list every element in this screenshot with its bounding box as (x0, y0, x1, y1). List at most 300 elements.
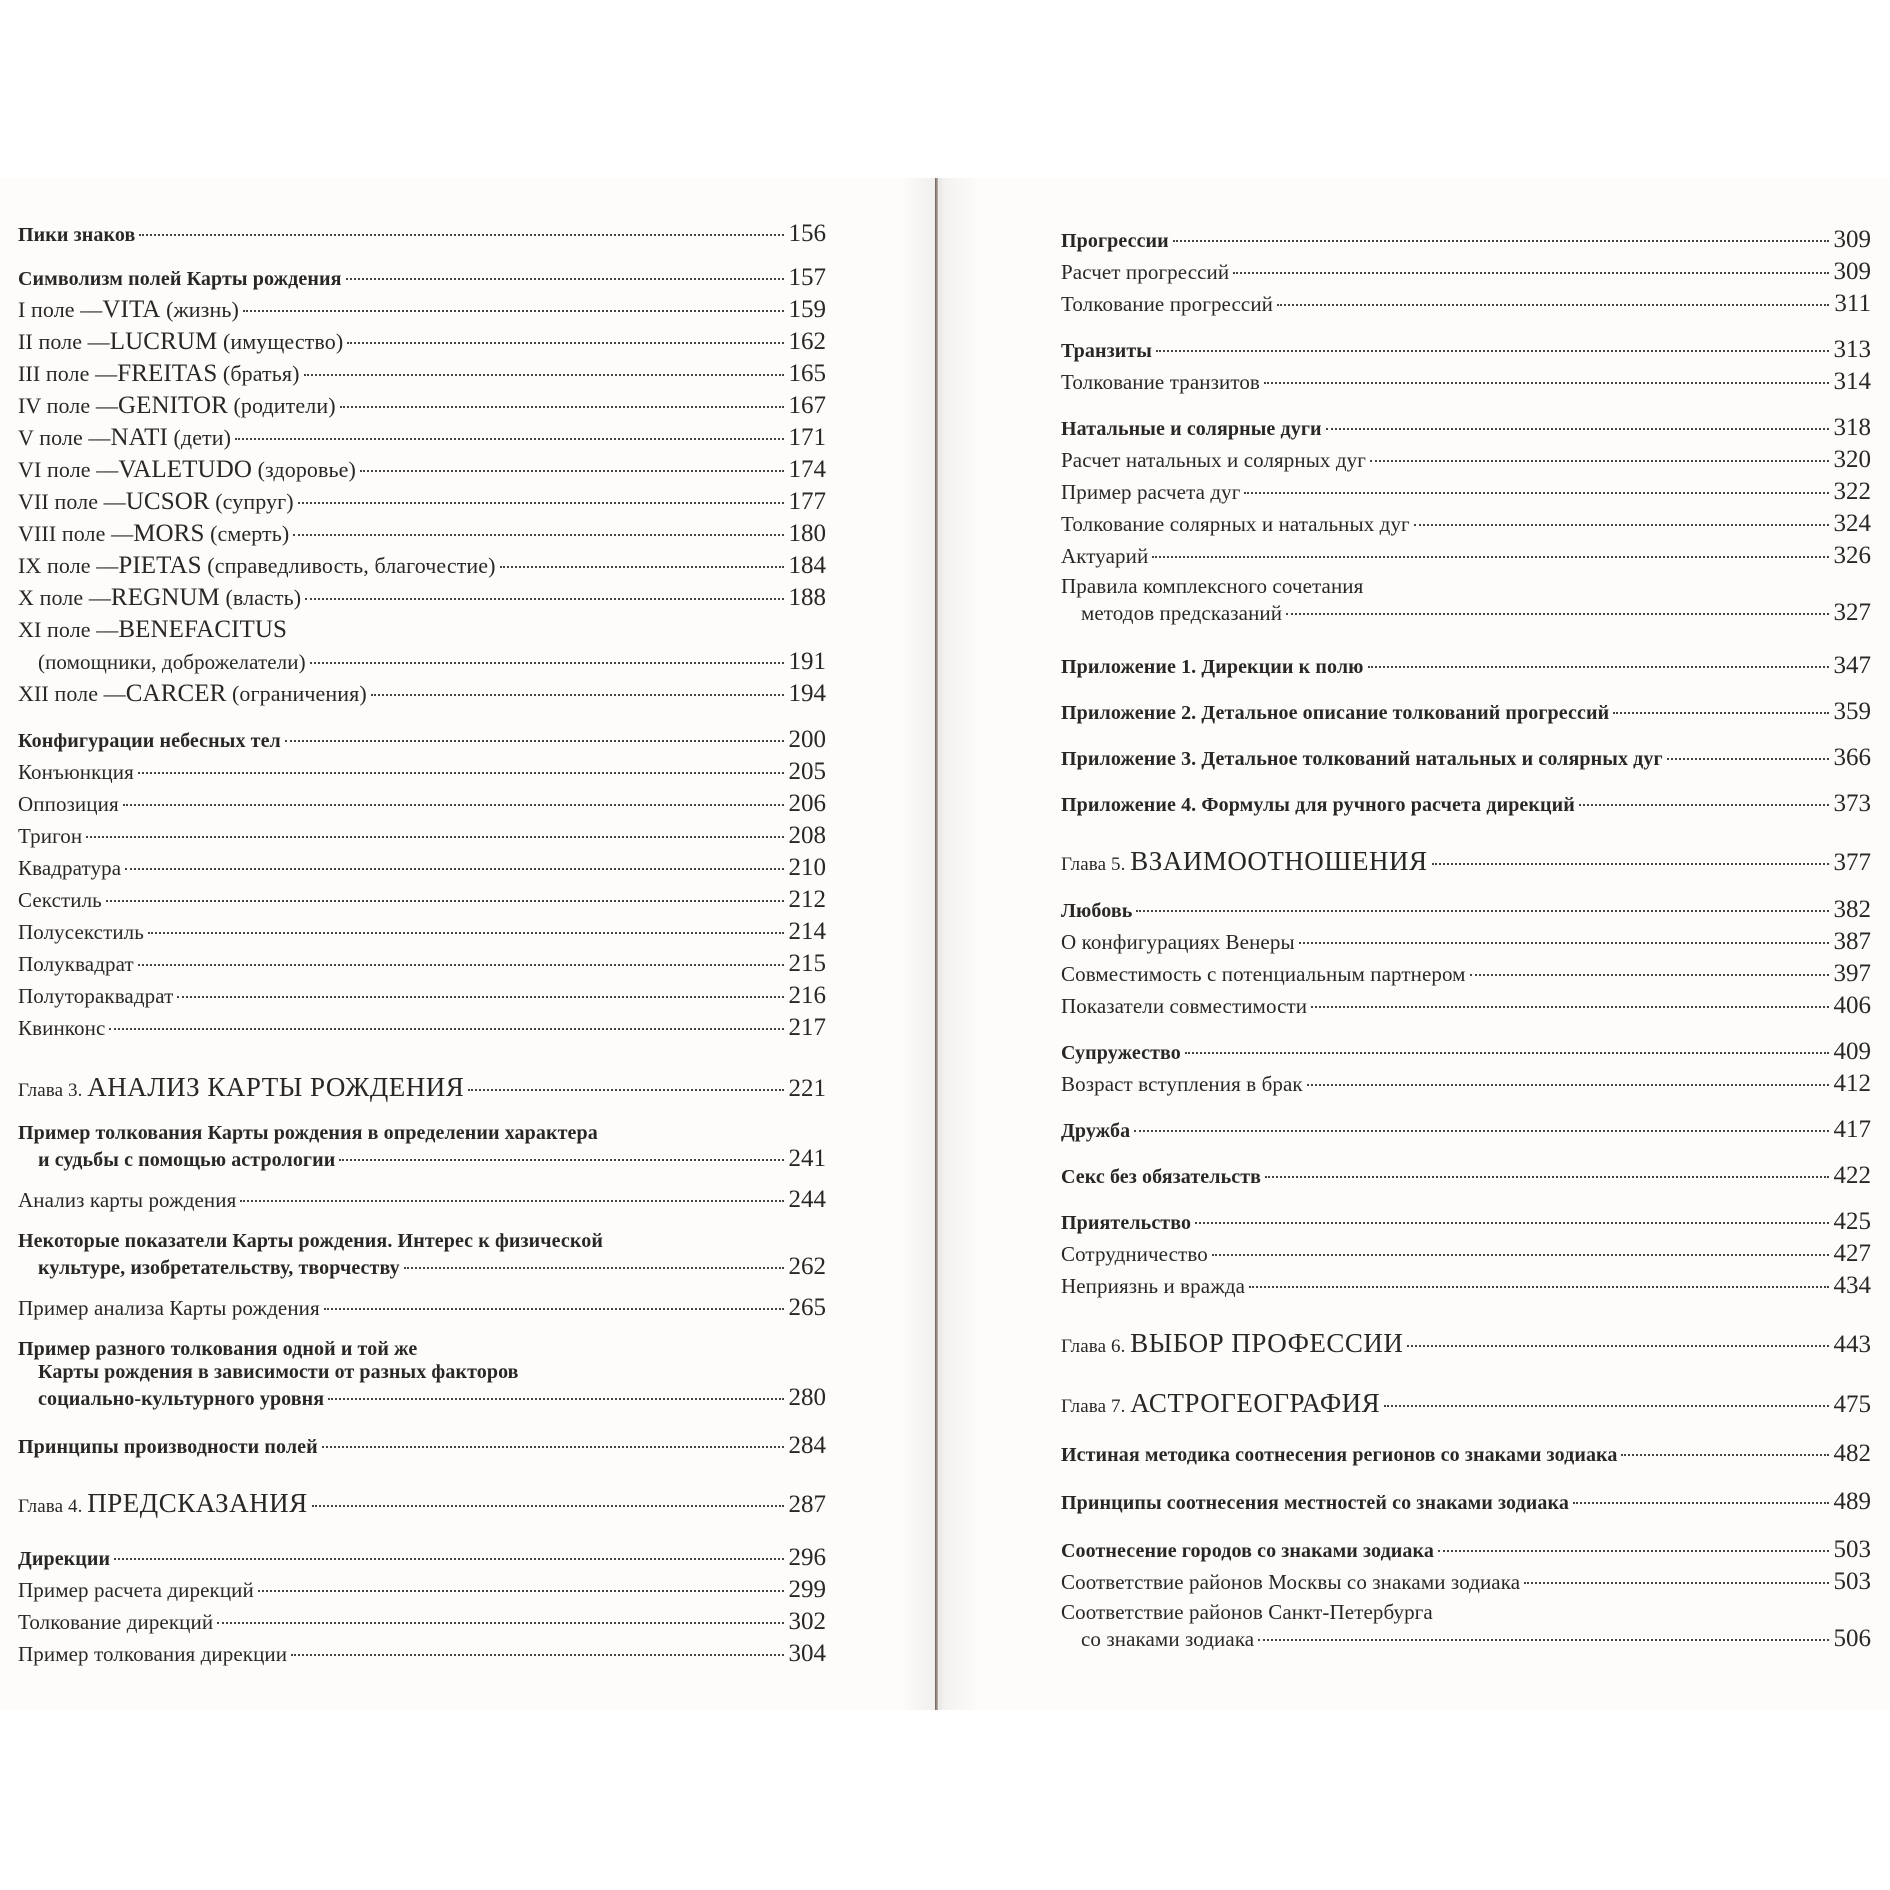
page-number: 191 (788, 648, 826, 675)
page-number: 318 (1833, 414, 1871, 441)
dot-leader (1579, 804, 1829, 806)
entry-title: Пример толкования Карты рождения в определении характера (18, 1122, 598, 1144)
field-latin-name: BENEFACITUS (118, 616, 288, 643)
page-number: 425 (1833, 1208, 1871, 1235)
entry-title: Актуарий (1061, 544, 1149, 568)
page-number: 206 (788, 790, 826, 817)
entry-title: Секстиль (18, 888, 102, 912)
entry-line (18, 1122, 826, 1145)
field-translation: (имущество) (217, 329, 344, 354)
dot-leader (500, 566, 784, 568)
page-number: 382 (1833, 896, 1871, 923)
entry-title: Дружба (1061, 1120, 1131, 1142)
entry-title: Конфигурации небесных тел (18, 730, 281, 752)
entry-title: Совместимость с потенциальным партнером (1061, 962, 1466, 986)
dot-leader (1277, 304, 1829, 306)
toc-entry[interactable] (1061, 478, 1871, 506)
page-number: 180 (788, 520, 826, 547)
field-prefix: X поле — (18, 585, 111, 610)
toc-entry[interactable] (1061, 1600, 1871, 1653)
toc-entry[interactable] (18, 1608, 826, 1636)
dot-leader (1432, 863, 1829, 865)
page-number: 265 (788, 1294, 826, 1321)
field-prefix: V поле — (18, 425, 111, 450)
page-number: 373 (1833, 790, 1871, 817)
page-number: 314 (1833, 368, 1871, 395)
toc-entry[interactable] (1061, 1208, 1871, 1236)
dot-leader (1136, 910, 1829, 912)
entry-title: Пример анализа Карты рождения (18, 1296, 320, 1320)
page-number: 387 (1833, 928, 1871, 955)
chapter-title: АСТРОГЕОГРАФИЯ (1130, 1388, 1381, 1418)
dot-leader (322, 1446, 784, 1448)
toc-entry[interactable] (1061, 368, 1871, 396)
page-number: 489 (1833, 1488, 1871, 1515)
dot-leader (291, 1654, 784, 1656)
field-translation: (жизнь) (160, 297, 239, 322)
dot-leader (240, 1200, 784, 1202)
page-number: 217 (788, 1014, 826, 1041)
entry-title: Соответствие районов Санкт-Петербурга (1061, 1600, 1433, 1624)
page-number: 174 (788, 456, 826, 483)
entry-title: Полутораквадрат (18, 984, 174, 1008)
toc-entry[interactable] (18, 1072, 826, 1103)
dot-leader (1244, 492, 1829, 494)
toc-entry[interactable] (18, 392, 826, 420)
field-translation: (власть) (219, 585, 302, 610)
page-number: 347 (1833, 652, 1871, 679)
entry-title: Сотрудничество (1061, 1242, 1208, 1266)
entry-title: Толкование солярных и натальных дуг (1061, 512, 1410, 536)
entry-title: Принципы соотнесения местностей со знаками зодиака (1061, 1492, 1569, 1514)
toc-entry[interactable] (1061, 960, 1871, 988)
field-latin-name: GENITOR (117, 392, 228, 419)
dot-leader (1233, 272, 1829, 274)
dot-leader (468, 1089, 784, 1091)
entry-line (1061, 1600, 1871, 1625)
page-number: 208 (788, 822, 826, 849)
toc-entry[interactable] (18, 328, 826, 356)
entry-line (18, 1338, 826, 1361)
toc-entry[interactable] (1061, 1536, 1871, 1564)
dot-leader (1667, 758, 1829, 760)
toc-entry[interactable] (1061, 226, 1871, 254)
toc-entry[interactable] (18, 758, 826, 786)
field-prefix: VII поле — (18, 489, 126, 514)
dot-leader (310, 662, 784, 664)
dot-leader (177, 996, 784, 998)
dot-leader (1407, 1345, 1829, 1347)
entry-title: Пример расчета дирекций (18, 1578, 254, 1602)
field-latin-name: VALETUDO (118, 456, 253, 483)
entry-title: Расчет прогрессий (1061, 260, 1230, 284)
entry-title: Некоторые показатели Карты рождения. Интерес к физической (18, 1230, 603, 1252)
page-number: 309 (1833, 258, 1871, 285)
toc-entry[interactable] (18, 1014, 826, 1042)
toc-entry[interactable] (18, 1186, 826, 1214)
dot-leader (86, 836, 784, 838)
entry-title: Расчет натальных и солярных дуг (1061, 448, 1366, 472)
page-number: 313 (1833, 336, 1871, 363)
dot-leader (1249, 1286, 1829, 1288)
toc-entry[interactable] (1061, 896, 1871, 924)
field-latin-name: PIETAS (118, 552, 202, 579)
toc-entry[interactable] (1061, 1240, 1871, 1268)
toc-entry[interactable] (1061, 698, 1871, 726)
dot-leader (1307, 1084, 1829, 1086)
page-number: 157 (788, 264, 826, 291)
chapter-label: Глава 5. (1061, 854, 1131, 875)
entry-title: Возраст вступления в брак (1061, 1072, 1303, 1096)
toc-entry[interactable] (18, 982, 826, 1010)
toc-entry[interactable] (1061, 1388, 1871, 1419)
toc-entry[interactable] (18, 296, 826, 324)
page-number: 311 (1834, 290, 1871, 317)
field-translation: (супруг) (209, 489, 294, 514)
entry-title: Правила комплексного сочетания (1061, 574, 1364, 598)
dot-leader (347, 342, 784, 344)
field-prefix: II поле — (18, 329, 110, 354)
dot-leader (304, 374, 784, 376)
page-number: 422 (1833, 1162, 1871, 1189)
entry-title: Прогрессии (1061, 230, 1169, 252)
entry-title: Символизм полей Карты рождения (18, 268, 342, 290)
dot-leader (1152, 556, 1829, 558)
entry-title: и судьбы с помощью астрологии (38, 1149, 336, 1171)
toc-entry[interactable] (1061, 258, 1871, 286)
toc-entry[interactable] (18, 790, 826, 818)
toc-entry[interactable] (1061, 1440, 1871, 1468)
entry-title: Неприязнь и вражда (1061, 1274, 1246, 1298)
toc-entry[interactable] (18, 1122, 826, 1173)
page-number: 171 (788, 424, 826, 451)
field-translation: (ограничения) (226, 681, 367, 706)
page-number: 475 (1833, 1391, 1871, 1418)
page-number: 280 (788, 1384, 826, 1411)
entry-title: Анализ карты рождения (18, 1188, 237, 1212)
chapter-title: ВЗАИМООТНОШЕНИЯ (1130, 846, 1428, 876)
entry-title: Пики знаков (18, 224, 136, 246)
entry-title: Тригон (18, 824, 83, 848)
dot-leader (1185, 1052, 1829, 1054)
page-number: 177 (788, 488, 826, 515)
entry-title: Истиная методика соотнесения регионов со знаками зодиака (1061, 1444, 1618, 1466)
page-number: 216 (788, 982, 826, 1009)
toc-entry[interactable] (18, 616, 826, 644)
entry-title: Соответствие районов Москвы со знаками зодиака (1061, 1570, 1521, 1594)
entry-title: Пример расчета дуг (1061, 480, 1241, 504)
toc-entry[interactable] (1061, 446, 1871, 474)
toc-entry[interactable] (1061, 846, 1871, 877)
toc-entry[interactable] (1061, 542, 1871, 570)
entry-title: Дирекции (18, 1548, 111, 1570)
dot-leader (1438, 1550, 1829, 1552)
field-translation: (братья) (217, 361, 300, 386)
dot-leader (1265, 1176, 1829, 1178)
dot-leader (1370, 460, 1829, 462)
toc-entry[interactable] (18, 264, 826, 292)
entry-title: Полуквадрат (18, 952, 134, 976)
entry-title: Приложение 1. Дирекции к полю (1061, 656, 1364, 678)
page-number: 167 (788, 392, 826, 419)
page-number: 162 (788, 328, 826, 355)
entry-title: Супружество (1061, 1042, 1181, 1064)
toc-entry[interactable] (1061, 510, 1871, 538)
page-number: 309 (1833, 226, 1871, 253)
entry-title: Любовь (1061, 900, 1133, 922)
page-number: 326 (1833, 542, 1871, 569)
gutter-shadow (900, 178, 980, 1710)
field-latin-name: VITA (102, 296, 161, 323)
dot-leader (139, 234, 784, 236)
toc-entry[interactable] (1061, 1070, 1871, 1098)
entry-title: социально-культурного уровня (38, 1388, 325, 1410)
toc-entry[interactable] (1061, 928, 1871, 956)
dot-leader (324, 1308, 784, 1310)
dot-leader (1326, 428, 1829, 430)
toc-entry[interactable] (1061, 992, 1871, 1020)
entry-title: Приложение 3. Детальное толкований натальных и солярных дуг (1061, 748, 1663, 770)
page-number: 427 (1833, 1240, 1871, 1267)
toc-entry[interactable] (18, 520, 826, 548)
dot-leader (340, 406, 784, 408)
dot-leader (106, 900, 784, 902)
page-number: 214 (788, 918, 826, 945)
page-number: 210 (788, 854, 826, 881)
toc-entry[interactable] (1061, 1272, 1871, 1300)
dot-leader (1368, 666, 1829, 668)
page-number: 241 (788, 1145, 826, 1172)
page-number: 284 (788, 1432, 826, 1459)
dot-leader (1195, 1222, 1829, 1224)
toc-entry[interactable] (18, 488, 826, 516)
toc-entry[interactable] (18, 1294, 826, 1322)
toc-entry[interactable] (18, 1488, 826, 1519)
entry-title: Квинконс (18, 1016, 106, 1040)
page-number: 327 (1833, 599, 1871, 626)
chapter-title: АНАЛИЗ КАРТЫ РОЖДЕНИЯ (87, 1072, 465, 1102)
page-number: 377 (1833, 849, 1871, 876)
toc-entry[interactable] (18, 1640, 826, 1668)
field-prefix: XI поле — (18, 617, 119, 642)
entry-title: Оппозиция (18, 792, 119, 816)
field-prefix: VI поле — (18, 457, 119, 482)
toc-entry[interactable] (18, 360, 826, 388)
entry-title: Секс без обязательств (1061, 1166, 1262, 1188)
page-number: 324 (1833, 510, 1871, 537)
page-number: 366 (1833, 744, 1871, 771)
field-prefix: VIII поле — (18, 521, 134, 546)
dot-leader (109, 1028, 784, 1030)
toc-entry[interactable] (1061, 1162, 1871, 1190)
toc-entry[interactable] (18, 680, 826, 708)
field-translation: (родители) (227, 393, 336, 418)
dot-leader (1621, 1454, 1829, 1456)
page-number: 205 (788, 758, 826, 785)
dot-leader (371, 694, 784, 696)
toc-entry[interactable] (18, 1338, 826, 1412)
dot-leader (312, 1505, 784, 1507)
entry-title: методов предсказаний (1081, 601, 1283, 625)
entry-title: Соотнесение городов со знаками зодиака (1061, 1540, 1434, 1562)
entry-title: Приложение 2. Детальное описание толкований прогрессий (1061, 702, 1610, 724)
dot-leader (1212, 1254, 1829, 1256)
entry-title: Толкование прогрессий (1061, 292, 1274, 316)
page-number: 299 (788, 1576, 826, 1603)
toc-entry[interactable] (1061, 744, 1871, 772)
toc-entry[interactable] (1061, 790, 1871, 818)
entry-line (1061, 599, 1871, 627)
dot-leader (1156, 350, 1829, 352)
field-latin-name: FREITAS (117, 360, 218, 387)
dot-leader (1258, 1639, 1829, 1641)
entry-title: Толкование транзитов (1061, 370, 1260, 394)
toc-entry[interactable] (18, 220, 826, 248)
page-number: 156 (788, 220, 826, 247)
field-translation: (смерть) (204, 521, 290, 546)
toc-entry[interactable] (1061, 1038, 1871, 1066)
dot-leader (1613, 712, 1829, 714)
toc-entry[interactable] (1061, 1488, 1871, 1516)
dot-leader (1264, 382, 1829, 384)
entry-title: О конфигурациях Венеры (1061, 930, 1295, 954)
chapter-label: Глава 4. (18, 1496, 88, 1517)
field-latin-name: REGNUM (110, 584, 220, 611)
field-prefix: IX поле — (18, 553, 119, 578)
page-number: 304 (788, 1640, 826, 1667)
dot-leader (125, 868, 784, 870)
chapter-label: Глава 7. (1061, 1396, 1131, 1417)
page-number: 434 (1833, 1272, 1871, 1299)
entry-title: со знаками зодиака (1081, 1627, 1255, 1651)
entry-title: Полусекстиль (18, 920, 144, 944)
dot-leader (339, 1159, 784, 1161)
dot-leader (1384, 1405, 1829, 1407)
dot-leader (346, 278, 784, 280)
page-number: 503 (1833, 1568, 1871, 1595)
toc-entry[interactable] (1061, 336, 1871, 364)
toc-entry[interactable] (1061, 1328, 1871, 1359)
dot-leader (243, 310, 784, 312)
dot-leader (1573, 1502, 1829, 1504)
toc-entry[interactable] (18, 1432, 826, 1460)
entry-title: Толкование дирекций (18, 1610, 214, 1634)
toc-entry[interactable] (18, 584, 826, 612)
chapter-title: ПРЕДСКАЗАНИЯ (87, 1488, 308, 1518)
entry-title: Приятельство (1061, 1212, 1192, 1234)
entry-title: Принципы производности полей (18, 1436, 318, 1458)
toc-entry[interactable] (18, 822, 826, 850)
dot-leader (1414, 524, 1829, 526)
entry-line (18, 1230, 826, 1253)
entry-title: Пример толкования дирекции (18, 1642, 288, 1666)
field-prefix: III поле — (18, 361, 118, 386)
entry-title: Транзиты (1061, 340, 1153, 362)
page-number: 320 (1833, 446, 1871, 473)
toc-entry[interactable] (18, 424, 826, 452)
toc-entry[interactable] (1061, 290, 1871, 318)
toc-entry[interactable] (18, 726, 826, 754)
dot-leader (258, 1590, 784, 1592)
entry-title: (помощники, доброжелатели) (38, 650, 306, 674)
toc-entry[interactable] (18, 1576, 826, 1604)
entry-title: Квадратура (18, 856, 122, 880)
page-number: 503 (1833, 1536, 1871, 1563)
dot-leader (217, 1622, 784, 1624)
toc-entry[interactable] (18, 648, 826, 676)
entry-line (18, 1145, 826, 1173)
page-number: 482 (1833, 1440, 1871, 1467)
entry-title: Карты рождения в зависимости от разных факторов (38, 1361, 519, 1383)
page-number: 215 (788, 950, 826, 977)
field-prefix: IV поле — (18, 393, 118, 418)
toc-entry[interactable] (18, 950, 826, 978)
toc-entry[interactable] (18, 918, 826, 946)
chapter-label: Глава 6. (1061, 1336, 1131, 1357)
dot-leader (138, 772, 784, 774)
toc-entry[interactable] (18, 1544, 826, 1572)
toc-entry[interactable] (18, 1230, 826, 1281)
dot-leader (1470, 974, 1829, 976)
toc-entry[interactable] (18, 886, 826, 914)
page-number: 409 (1833, 1038, 1871, 1065)
page-number: 506 (1833, 1625, 1871, 1652)
page-number: 262 (788, 1253, 826, 1280)
page-number: 221 (788, 1075, 826, 1102)
page-number: 397 (1833, 960, 1871, 987)
field-latin-name: MORS (133, 520, 205, 547)
page-number: 287 (788, 1491, 826, 1518)
field-latin-name: NATI (110, 424, 168, 451)
dot-leader (114, 1558, 784, 1560)
page-number: 194 (788, 680, 826, 707)
toc-entry[interactable] (1061, 414, 1871, 442)
toc-entry[interactable] (18, 456, 826, 484)
book-gutter (935, 178, 938, 1710)
entry-title: Приложение 4. Формулы для ручного расчета дирекций (1061, 794, 1575, 816)
page-number: 184 (788, 552, 826, 579)
dot-leader (1173, 240, 1829, 242)
chapter-label: Глава 3. (18, 1080, 88, 1101)
entry-line (1061, 1625, 1871, 1653)
page-number: 412 (1833, 1070, 1871, 1097)
page-number: 443 (1833, 1331, 1871, 1358)
field-latin-name: CARCER (125, 680, 227, 707)
field-latin-name: LUCRUM (109, 328, 218, 355)
field-translation: (здоровье) (252, 457, 356, 482)
toc-entry[interactable] (1061, 652, 1871, 680)
page-number: 302 (788, 1608, 826, 1635)
page-number: 359 (1833, 698, 1871, 725)
toc-entry[interactable] (18, 552, 826, 580)
entry-title: Пример разного толкования одной и той же (18, 1338, 418, 1360)
page-number: 159 (788, 296, 826, 323)
toc-entry[interactable] (1061, 1568, 1871, 1596)
dot-leader (1524, 1582, 1829, 1584)
dot-leader (360, 470, 784, 472)
page-number: 417 (1833, 1116, 1871, 1143)
dot-leader (235, 438, 784, 440)
entry-title: Конъюнкция (18, 760, 134, 784)
entry-title: культуре, изобретательству, творчеству (38, 1257, 400, 1279)
dot-leader (123, 804, 784, 806)
field-prefix: I поле — (18, 297, 103, 322)
toc-entry[interactable] (18, 854, 826, 882)
toc-entry[interactable] (1061, 574, 1871, 627)
entry-title: Показатели совместимости (1061, 994, 1308, 1018)
toc-entry[interactable] (1061, 1116, 1871, 1144)
dot-leader (1299, 942, 1829, 944)
